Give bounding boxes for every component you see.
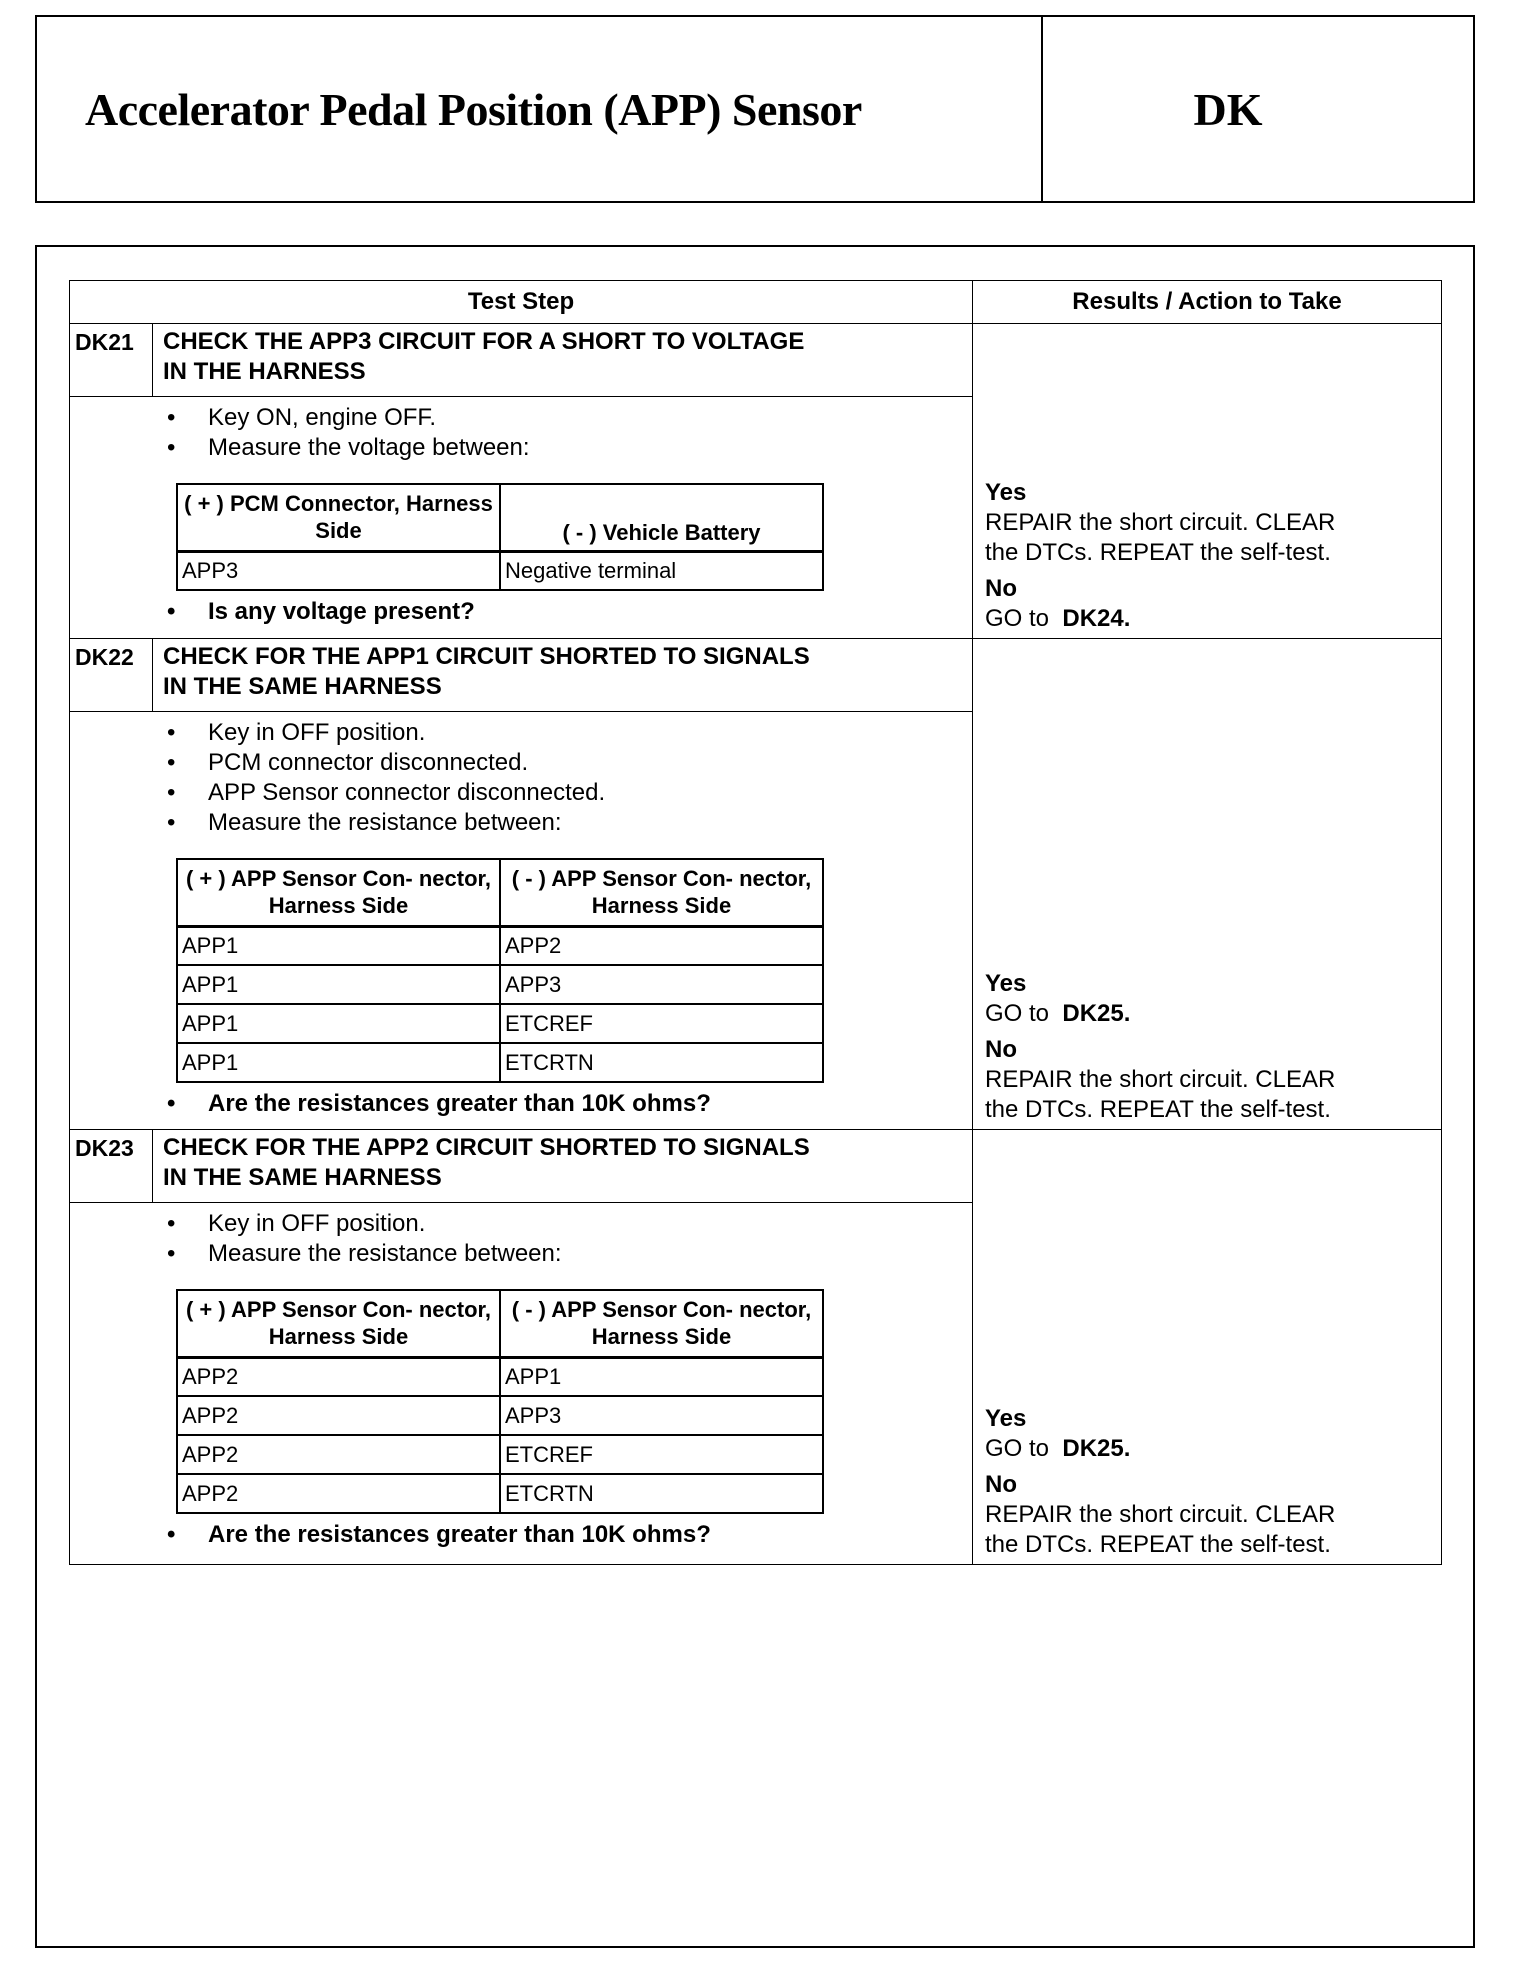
- measurement-cell: APP3: [177, 551, 500, 590]
- measurement-cell: APP3: [500, 965, 823, 1004]
- step-instruction: [70, 1209, 972, 1239]
- test-step-cell: [70, 639, 973, 1129]
- bullet-icon: •: [167, 434, 176, 461]
- measurement-cell: ETCRTN: [500, 1474, 823, 1513]
- measurement-row: [177, 1004, 823, 1043]
- question-text: Is any voltage present?: [208, 598, 475, 625]
- measurement-cell: APP1: [177, 1004, 500, 1043]
- step-instruction: [70, 403, 972, 433]
- question-text: Are the resistances greater than 10K ohms?: [208, 1090, 711, 1117]
- measurement-cell: APP1: [177, 965, 500, 1004]
- page-header: [35, 15, 1475, 203]
- measurement-header: ( + ) PCM Connector, Harness Side: [177, 484, 500, 551]
- step-title-line: IN THE SAME HARNESS: [163, 1164, 442, 1191]
- step-row-dk21: [70, 323, 1441, 638]
- bullet-icon: •: [167, 1521, 176, 1548]
- step-instruction: [70, 718, 972, 748]
- measurement-row: [177, 1043, 823, 1082]
- yes-label: Yes: [985, 1405, 1027, 1432]
- bullet-icon: •: [167, 809, 176, 836]
- step-title-line: CHECK THE APP3 CIRCUIT FOR A SHORT TO VOLTAGE: [163, 328, 805, 355]
- yes-label: Yes: [985, 479, 1027, 506]
- goto-step-link[interactable]: DK25.: [1062, 1435, 1131, 1462]
- measurement-cell: ETCRTN: [500, 1043, 823, 1082]
- step-instruction: [70, 1239, 972, 1269]
- test-step-table: [69, 280, 1442, 1565]
- measurement-row: [177, 926, 823, 965]
- step-instruction: [70, 433, 972, 463]
- step-question: [70, 1089, 972, 1119]
- step-body: [70, 712, 972, 1119]
- step-heading: [70, 639, 972, 712]
- yes-label: Yes: [985, 970, 1027, 997]
- measurement-cell: APP2: [177, 1396, 500, 1435]
- measurement-header: ( - ) APP Sensor Con- nector, Harness Side: [500, 859, 823, 926]
- step-heading: [70, 324, 972, 397]
- step-id: DK22: [70, 639, 153, 711]
- step-title-line: IN THE SAME HARNESS: [163, 673, 442, 700]
- measurement-row: [177, 1396, 823, 1435]
- measurement-cell: APP2: [500, 926, 823, 965]
- no-label: No: [985, 575, 1017, 602]
- instruction-text: Key in OFF position.: [208, 1210, 426, 1237]
- measurement-table: [176, 1289, 824, 1514]
- step-title: [153, 1130, 810, 1202]
- measurement-cell: APP2: [177, 1474, 500, 1513]
- no-action: REPAIR the short circuit. CLEAR: [985, 1501, 1336, 1528]
- goto-step-link[interactable]: DK25.: [1062, 1000, 1131, 1027]
- step-body: [70, 397, 972, 627]
- step-instruction: [70, 808, 972, 838]
- yes-action: the DTCs. REPEAT the self-test.: [985, 539, 1331, 566]
- measurement-header: ( + ) APP Sensor Con- nector, Harness Side: [177, 859, 500, 926]
- test-step-cell: [70, 1130, 973, 1564]
- bullet-icon: •: [167, 1090, 176, 1117]
- step-title: [153, 324, 804, 396]
- measurement-cell: APP1: [500, 1357, 823, 1396]
- measurement-row: [177, 1474, 823, 1513]
- instruction-text: APP Sensor connector disconnected.: [208, 779, 606, 806]
- measurement-cell: ETCREF: [500, 1004, 823, 1043]
- measurement-cell: APP3: [500, 1396, 823, 1435]
- step-heading: [70, 1130, 972, 1203]
- goto-step-link[interactable]: DK24.: [1062, 605, 1131, 632]
- bullet-icon: •: [167, 779, 176, 806]
- bullet-icon: •: [167, 1210, 176, 1237]
- no-label: No: [985, 1036, 1017, 1063]
- measurement-cell: APP1: [177, 926, 500, 965]
- bullet-icon: •: [167, 1240, 176, 1267]
- results-cell: [973, 639, 1441, 1129]
- question-text: Are the resistances greater than 10K ohms?: [208, 1521, 711, 1548]
- instruction-text: PCM connector disconnected.: [208, 749, 529, 776]
- measurement-cell: Negative terminal: [500, 551, 823, 590]
- step-title-line: CHECK FOR THE APP1 CIRCUIT SHORTED TO SIGNALS: [163, 643, 810, 670]
- instruction-text: Key ON, engine OFF.: [208, 404, 437, 431]
- step-question: [70, 597, 972, 627]
- no-label: No: [985, 1471, 1017, 1498]
- table-header-row: [70, 281, 1441, 323]
- measurement-row: [177, 1357, 823, 1396]
- measurement-table: [176, 858, 824, 1083]
- no-action: GO to DK24.: [985, 605, 1131, 632]
- measurement-table: [176, 483, 824, 591]
- no-action: REPAIR the short circuit. CLEAR: [985, 1066, 1336, 1093]
- results-cell: [973, 1130, 1441, 1564]
- step-id: DK21: [70, 324, 153, 396]
- measurement-cell: ETCREF: [500, 1435, 823, 1474]
- step-body: [70, 1203, 972, 1550]
- step-row-dk23: [70, 1129, 1441, 1564]
- section-code: DK: [1193, 83, 1263, 135]
- instruction-text: Measure the resistance between:: [208, 809, 562, 836]
- measurement-header: ( + ) APP Sensor Con- nector, Harness Side: [177, 1290, 500, 1357]
- measurement-cell: APP2: [177, 1357, 500, 1396]
- yes-action: REPAIR the short circuit. CLEAR: [985, 509, 1336, 536]
- step-question: [70, 1520, 972, 1550]
- step-title-line: IN THE HARNESS: [163, 358, 366, 385]
- step-title-line: CHECK FOR THE APP2 CIRCUIT SHORTED TO SIGNALS: [163, 1134, 810, 1161]
- step-id: DK23: [70, 1130, 153, 1202]
- col-header-test-step: Test Step: [70, 281, 973, 323]
- yes-action: GO to DK25.: [985, 1435, 1131, 1462]
- bullet-icon: •: [167, 719, 176, 746]
- step-title: [153, 639, 810, 711]
- measurement-cell: APP1: [177, 1043, 500, 1082]
- step-instruction: [70, 778, 972, 808]
- measurement-row: [177, 965, 823, 1004]
- test-step-cell: [70, 324, 973, 638]
- bullet-icon: •: [167, 598, 176, 625]
- instruction-text: Measure the resistance between:: [208, 1240, 562, 1267]
- measurement-header: ( - ) Vehicle Battery: [500, 484, 823, 551]
- results-cell: [973, 324, 1441, 638]
- measurement-row: [177, 1435, 823, 1474]
- yes-action: GO to DK25.: [985, 1000, 1131, 1027]
- instruction-text: Measure the voltage between:: [208, 434, 530, 461]
- step-row-dk22: [70, 638, 1441, 1129]
- bullet-icon: •: [167, 749, 176, 776]
- page-title: Accelerator Pedal Position (APP) Sensor: [37, 17, 1043, 201]
- no-action: the DTCs. REPEAT the self-test.: [985, 1096, 1331, 1123]
- no-action: the DTCs. REPEAT the self-test.: [985, 1531, 1331, 1558]
- instruction-text: Key in OFF position.: [208, 719, 426, 746]
- measurement-cell: APP2: [177, 1435, 500, 1474]
- step-instruction: [70, 748, 972, 778]
- measurement-row: [177, 551, 823, 590]
- bullet-icon: •: [167, 404, 176, 431]
- col-header-results: Results / Action to Take: [1072, 288, 1342, 315]
- measurement-header: ( - ) APP Sensor Con- nector, Harness Side: [500, 1290, 823, 1357]
